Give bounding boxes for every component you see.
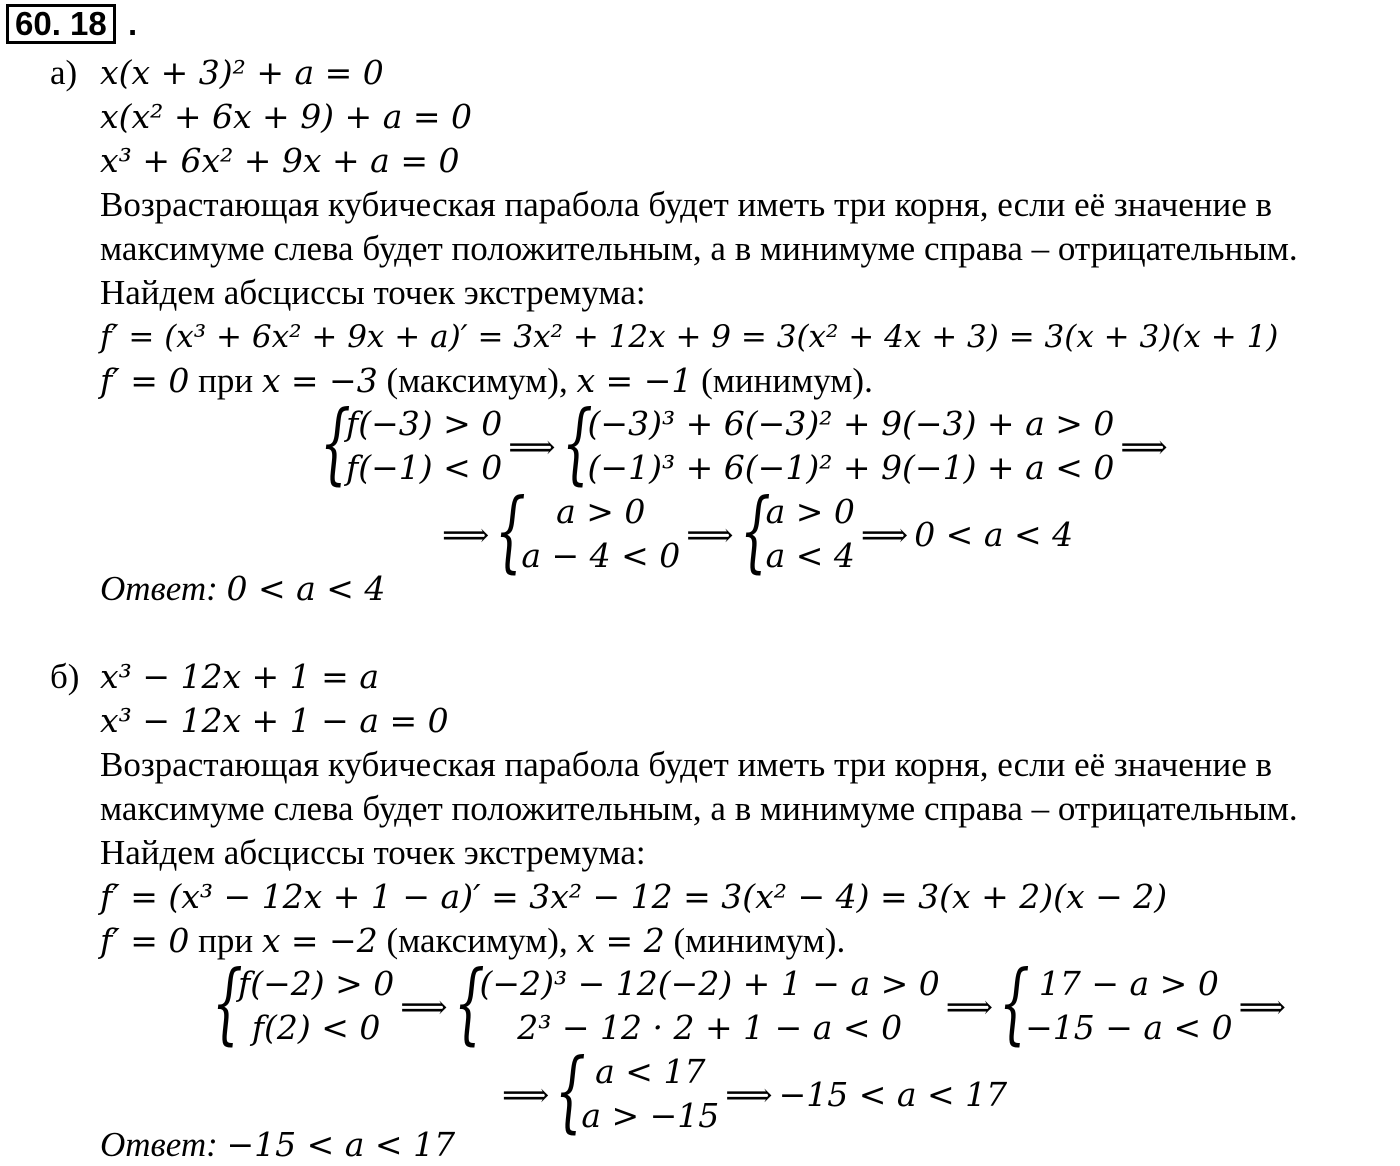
part-b-text2: максимуме слева будет положительным, а в минимуме справа – отрицательным.: [100, 789, 1298, 828]
part-b-result: −15 < a < 17: [778, 1074, 1008, 1114]
part-a-system-row1: [320, 391, 1174, 494]
part-a-sys3-line2: a − 4 < 0: [521, 536, 681, 575]
part-b-answer: [100, 1124, 455, 1166]
part-b-text1: Возрастающая кубическая парабола будет иметь три корня, если её значение в: [100, 745, 1273, 784]
part-a-sys2-line2: (−1)³ + 6(−1)² + 9(−1) + a < 0: [587, 448, 1115, 487]
problem-number: 60. 18: [6, 4, 116, 44]
problem-number-dot: .: [128, 5, 138, 42]
part-a-label: а): [50, 53, 78, 92]
part-b-sys4-line2: a > −15: [581, 1096, 720, 1135]
part-a-eq3: x³ + 6x² + 9x + a = 0: [100, 141, 460, 180]
part-a-sys3-line1: a > 0: [556, 492, 646, 531]
brace-icon: {: [212, 951, 243, 1054]
part-b-crit-lhs: f′ = 0: [100, 921, 190, 960]
part-b-crit-x2: x = 2: [576, 921, 665, 960]
part-a-crit-x1: x = −3: [261, 361, 378, 400]
part-b-system-row2: [496, 1039, 1008, 1142]
part-b-sys2-line1: (−2)³ − 12(−2) + 1 − a > 0: [479, 964, 940, 1003]
part-a-system-row2: [436, 479, 1074, 582]
part-b-answer-label: Ответ:: [100, 1125, 218, 1164]
part-b-answer-value: −15 < a < 17: [226, 1125, 456, 1164]
part-b-crit-pri: при: [198, 921, 254, 960]
implies-icon: ⟹: [1120, 426, 1168, 466]
implies-icon: ⟹: [508, 426, 556, 466]
part-a-answer: [100, 568, 385, 610]
part-a-result: 0 < a < 4: [914, 514, 1074, 554]
part-a-crit-lhs: f′ = 0: [100, 361, 190, 400]
brace-icon: {: [739, 479, 771, 582]
part-a-crit-x2: x = −1: [576, 361, 693, 400]
part-b-sys3-line1: 17 − a > 0: [1038, 964, 1219, 1003]
part-a-answer-value: 0 < a < 4: [226, 569, 386, 608]
implies-icon: ⟹: [1238, 986, 1286, 1026]
part-b-eq2: x³ − 12x + 1 − a = 0: [100, 701, 449, 740]
part-a-answer-label: Ответ:: [100, 569, 218, 608]
implies-icon: ⟹: [725, 1074, 773, 1114]
implies-icon: ⟹: [945, 986, 994, 1026]
part-b-derivative: f′ = (x³ − 12x + 1 − a)′ = 3x² − 12 = 3(x² − 4) = 3(x + 2)(x − 2): [100, 877, 1168, 916]
brace-icon: {: [561, 391, 593, 494]
part-b-sys3-line2: −15 − a < 0: [1025, 1008, 1233, 1047]
part-b-eq1: x³ − 12x + 1 = a: [100, 657, 380, 696]
part-b-text3: Найдем абсциссы точек экстремума:: [100, 833, 646, 872]
part-b-label: б): [50, 657, 80, 696]
part-a-critical-points: [100, 360, 873, 402]
part-b-sys2-line2: 2³ − 12 · 2 + 1 − a < 0: [517, 1008, 903, 1047]
brace-icon: {: [453, 951, 485, 1054]
brace-icon: {: [555, 1039, 587, 1142]
implies-icon: ⟹: [400, 986, 448, 1026]
implies-icon: ⟹: [686, 514, 734, 554]
part-b-crit-min: (минимум).: [673, 921, 846, 960]
implies-icon: ⟹: [442, 514, 490, 554]
part-b-crit-max: (максимум),: [386, 921, 568, 960]
part-a-derivative: f′ = (x³ + 6x² + 9x + a)′ = 3x² + 12x + 9 = 3(x² + 4x + 3) = 3(x + 3)(x + 1): [100, 319, 1279, 355]
part-b-system-row1: [212, 951, 1292, 1054]
part-a-sys1-line2: f(−1) < 0: [346, 448, 503, 487]
part-b-sys4-line1: a < 17: [595, 1052, 706, 1091]
part-a-sys2-line1: (−3)³ + 6(−3)² + 9(−3) + a > 0: [587, 404, 1115, 443]
part-a-sys4-line1: a > 0: [765, 492, 855, 531]
part-a-crit-max: (максимум),: [386, 361, 568, 400]
part-a-sys1-line1: f(−3) > 0: [346, 404, 503, 443]
part-a-text2: максимуме слева будет положительным, а в минимуме справа – отрицательным.: [100, 229, 1298, 268]
part-b-crit-x1: x = −2: [261, 921, 378, 960]
implies-icon: ⟹: [860, 514, 909, 554]
brace-icon: {: [495, 479, 527, 582]
part-a-eq1: x(x + 3)² + a = 0: [100, 53, 384, 92]
part-b-sys1-line1: f(−2) > 0: [238, 964, 395, 1003]
part-a-text1: Возрастающая кубическая парабола будет иметь три корня, если её значение в: [100, 185, 1273, 224]
brace-icon: {: [320, 391, 351, 494]
part-a-crit-min: (минимум).: [701, 361, 873, 400]
part-a-crit-pri: при: [198, 361, 254, 400]
part-a-text3: Найдем абсциссы точек экстремума:: [100, 273, 646, 312]
part-a-sys4-line2: a < 4: [765, 536, 855, 575]
part-b-sys1-line2: f(2) < 0: [251, 1008, 381, 1047]
part-a-eq2: x(x² + 6x + 9) + a = 0: [100, 97, 472, 136]
brace-icon: {: [999, 951, 1030, 1054]
implies-icon: ⟹: [502, 1074, 550, 1114]
